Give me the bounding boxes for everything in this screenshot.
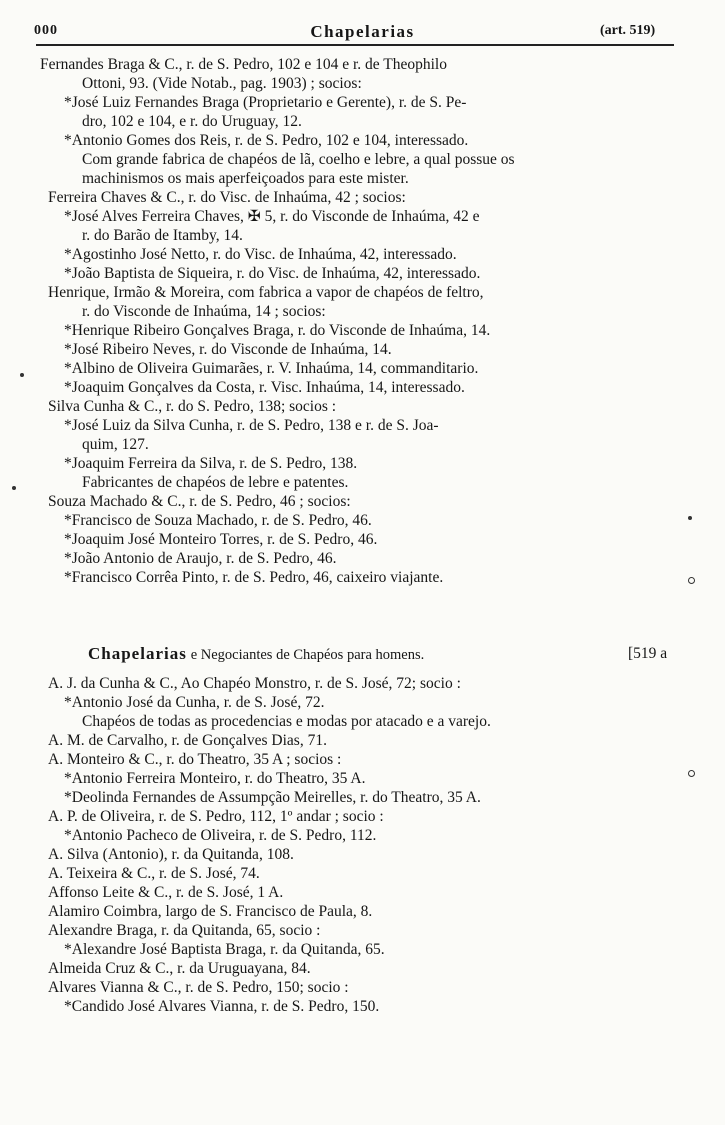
entry-line: *Albino de Oliveira Guimarães, r. V. Inhaúma, 14, commanditario. (64, 360, 479, 377)
entry-line: Alvares Vianna & C., r. de S. Pedro, 150; socio : (48, 979, 349, 996)
entry-line: A. Monteiro & C., r. do Theatro, 35 A ; socios : (48, 751, 342, 768)
entry-line: Alexandre Braga, r. da Quitanda, 65, socio : (48, 922, 321, 939)
print-speck (688, 516, 692, 520)
section-subtitle: e Negociantes de Chapéos para homens. (190, 647, 425, 663)
entry-line: Alamiro Coimbra, largo de S. Francisco de Paula, 8. (48, 903, 373, 920)
print-speck (12, 486, 16, 490)
entry-line: *Candido José Alvares Vianna, r. de S. Pedro, 150. (64, 998, 380, 1015)
entry-line: *Agostinho José Netto, r. do Visc. de Inhaúma, 42, interessado. (64, 246, 457, 263)
entry-line: *João Baptista de Siqueira, r. do Visc. de Inhaúma, 42, interessado. (64, 265, 481, 282)
entry-line: A. J. da Cunha & C., Ao Chapéo Monstro, r. de S. José, 72; socio : (48, 675, 461, 692)
entry-line: Souza Machado & C., r. de S. Pedro, 46 ; socios: (48, 493, 351, 510)
entry-line: A. M. de Carvalho, r. de Gonçalves Dias, 71. (48, 732, 327, 749)
entry-line: A. Teixeira & C., r. de S. José, 74. (48, 865, 260, 882)
entry-line: quim, 127. (82, 436, 149, 453)
section-reference: [519 a (628, 645, 668, 662)
entry-line: Almeida Cruz & C., r. da Uruguayana, 84. (48, 960, 311, 977)
print-speck (688, 577, 695, 584)
print-speck (20, 373, 24, 377)
entry-line: A. P. de Oliveira, r. de S. Pedro, 112, 1º andar ; socio : (48, 808, 384, 825)
entry-line: Henrique, Irmão & Moreira, com fabrica a vapor de chapéos de feltro, (48, 284, 484, 301)
entry-line: *Joaquim Ferreira da Silva, r. de S. Pedro, 138. (64, 455, 358, 472)
entry-line: Fernandes Braga & C., r. de S. Pedro, 102 e 104 e r. de Theophilo (40, 56, 447, 73)
entry-line: *Antonio Pacheco de Oliveira, r. de S. Pedro, 112. (64, 827, 377, 844)
entry-line: *José Luiz Fernandes Braga (Proprietario e Gerente), r. de S. Pe- (64, 94, 467, 111)
entry-line: *Antonio Ferreira Monteiro, r. do Theatro, 35 A. (64, 770, 366, 787)
entry-line: *Henrique Ribeiro Gonçalves Braga, r. do Visconde de Inhaúma, 14. (64, 322, 491, 339)
entry-line: *Alexandre José Baptista Braga, r. da Quitanda, 65. (64, 941, 385, 958)
entry-line: *José Luiz da Silva Cunha, r. de S. Pedro, 138 e r. de S. Joa- (64, 417, 439, 434)
section-title: Chapelarias (88, 644, 187, 663)
entry-line: *Joaquim José Monteiro Torres, r. de S. Pedro, 46. (64, 531, 378, 548)
entry-line: *Antonio José da Cunha, r. de S. José, 72. (64, 694, 325, 711)
page-header (0, 22, 725, 44)
page-number: 000 (34, 23, 58, 38)
print-speck (688, 770, 695, 777)
entry-line: *José Alves Ferreira Chaves, ✠ 5, r. do Visconde de Inhaúma, 42 e (64, 208, 480, 225)
entry-line: Silva Cunha & C., r. do S. Pedro, 138; socios : (48, 398, 337, 415)
entry-line: *João Antonio de Araujo, r. de S. Pedro, 46. (64, 550, 337, 567)
header-rule (36, 44, 674, 46)
entry-line: Fabricantes de chapéos de lebre e patentes. (82, 474, 349, 491)
entry-line: Ferreira Chaves & C., r. do Visc. de Inhaúma, 42 ; socios: (48, 189, 406, 206)
entry-line: *Francisco de Souza Machado, r. de S. Pedro, 46. (64, 512, 372, 529)
entry-line: *Joaquim Gonçalves da Costa, r. Visc. Inhaúma, 14, interessado. (64, 379, 465, 396)
entry-line: Com grande fabrica de chapéos de lã, coelho e lebre, a qual possue os (82, 151, 515, 168)
entry-line: *Antonio Gomes dos Reis, r. de S. Pedro, 102 e 104, interessado. (64, 132, 469, 149)
section-heading (88, 645, 424, 664)
entry-line: machinismos os mais aperfeiçoados para este mister. (82, 170, 409, 187)
entry-line: *Deolinda Fernandes de Assumpção Meirelles, r. do Theatro, 35 A. (64, 789, 481, 806)
entry-line: r. do Barão de Itamby, 14. (82, 227, 243, 244)
entry-line: *Francisco Corrêa Pinto, r. de S. Pedro, 46, caixeiro viajante. (64, 569, 444, 586)
running-title: Chapelarias (310, 22, 415, 41)
article-reference: (art. 519) (600, 23, 656, 38)
entry-line: A. Silva (Antonio), r. da Quitanda, 108. (48, 846, 294, 863)
entry-line: Ottoni, 93. (Vide Notab., pag. 1903) ; socios: (82, 75, 362, 92)
entry-line: *José Ribeiro Neves, r. do Visconde de Inhaúma, 14. (64, 341, 392, 358)
entry-line: Affonso Leite & C., r. de S. José, 1 A. (48, 884, 284, 901)
entry-line: dro, 102 e 104, e r. do Uruguay, 12. (82, 113, 302, 130)
entry-line: Chapéos de todas as procedencias e modas por atacado e a varejo. (82, 713, 491, 730)
entry-line: r. do Visconde de Inhaúma, 14 ; socios: (82, 303, 326, 320)
